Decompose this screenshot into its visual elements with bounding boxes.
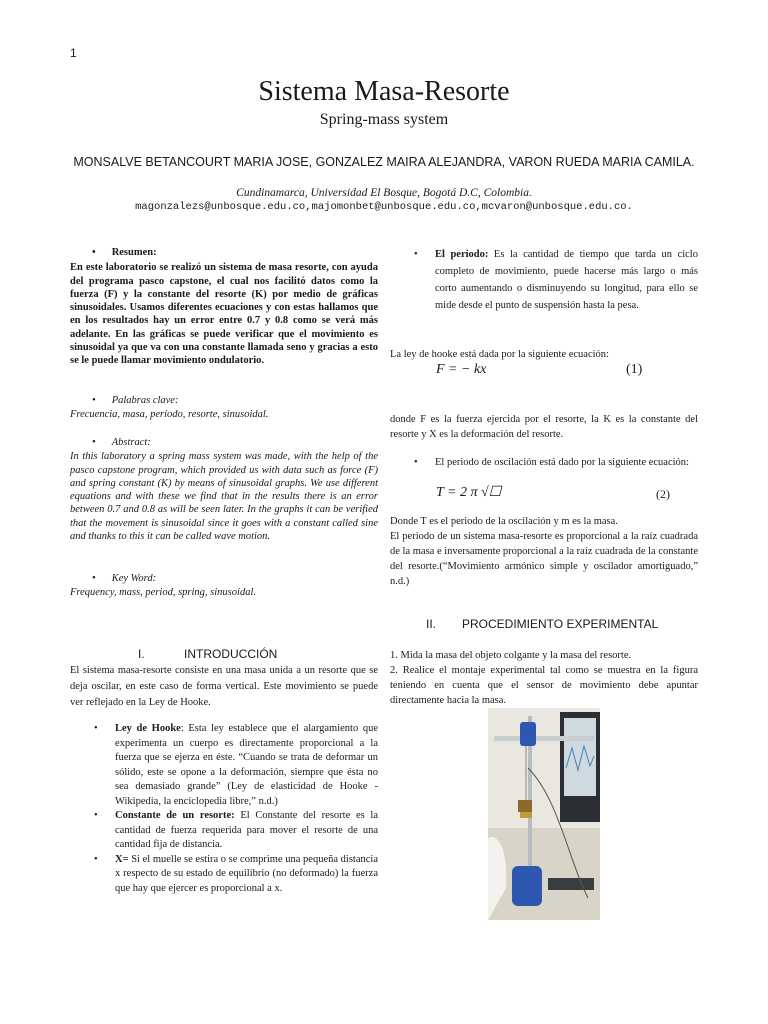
affiliation: Cundinamarca, Universidad El Bosque, Bogotá D.C, Colombia. [236,187,532,199]
osc-item [390,456,698,471]
x-term: X= [115,853,129,865]
periodo-text: Es la cantidad de tiempo que tarda un ciclo completo de movimiento, puede hacerse más largo o más corto aumentando o disminuyendo su longitud, para ello se mide desde el punto de suspensión hasta la pesa. [435,249,698,311]
abstract-text: In this laboratory a spring mass system was made, with the help of the pasco capstone program, which provided us with data such as force (F) and spring constant (K) by means of sinusoidal graphs. We use different equations and with these we find that in the results there is an error between 0.7 and 0.8 as will be seen later. In the graphs it can be verified that the movement is sinusoidal since it goes with a constant called sine and thanks to this it can be called wave motion. [70,451,378,543]
list-item-x: • X= Si el muelle se estira o se comprime una pequeña distancia x respecto de su estado de equilibrio (no deformado) la fuerza que hay que ejercer es proporcional a x. [94,853,378,894]
sensor-top [520,722,536,746]
paper-title: Sistema Masa-Resorte [258,76,510,107]
keyword-section [70,572,378,600]
osc-intro: El periodo de oscilación está dado por la siguiente ecuación: [435,457,689,468]
constante-text: El Constante del resorte es la cantidad de fuerza requerida para mover el resorte de una cantidad fija de distancia. [115,810,378,850]
resumen-heading: • Resumen: [70,246,378,259]
list-item-constante: • Constante de un resorte: El Constante del resorte es la cantidad de fuerza requerida para mover el resorte de una cantidad fija de distancia. [94,810,378,850]
intro-number: I. [138,647,145,661]
authors: MONSALVE BETANCOURT MARIA JOSE, GONZALEZ MAIRA ALEJANDRA, VARON RUEDA MARIA CAMILA. [73,155,695,169]
periodo-item [390,246,698,314]
proc-heading: PROCEDIMIENTO EXPERIMENTAL [462,617,659,631]
hooke-explain: donde F es la fuerza ejercida por el resorte, la K es la constante del resorte y X es la deformación del resorte. [390,414,698,440]
resumen-section [70,246,378,368]
constante-term: Constante de un resorte: [115,810,235,821]
list-item-oscilacion: • El periodo de oscilación está dado por la siguiente ecuación: [414,457,689,468]
intro-list [70,722,378,896]
equation-1: F = − kx [436,362,487,377]
paper-subtitle: Spring-mass system [319,111,449,128]
emails: magonzalezs@unbosque.edu.co,majomonbet@unbosque.edu.co,mcvaron@unbosque.edu.co. [135,201,633,213]
osc-explain: Donde T es el periodo de la oscilación y m es la masa. [390,516,618,527]
hooke-intro: La ley de hooke está dada por la siguiente ecuación: [390,349,609,360]
x-text: Si el muelle se estira o se comprime una pequeña distancia x respecto de su estado de equilibrio (no deformado) la fuerza que hay que ejercer es proporcional a x. [115,853,378,894]
osc-text: El periodo de un sistema masa-resorte es proporcional a la raíz cuadrada de la masa e inversamente proporcional a la raíz cuadrada de la constante del resorte.(“Movimiento armónico simple y oscilador amortiguado,” n.d.) [390,531,698,587]
resumen-text: En este laboratorio se realizó un sistema de masa resorte, con ayuda del programa pasco capstone, el cual nos facilitó datos como la fuerza (F) y la constante del resorte (K) por medio de gráficas sinusoidales. Usamos diferentes ecuaciones y con estas hallamos que en los resultados hay un error entre 0.7 y 0.8 como se verá más adelante. En las gráficas se puede verificar que el movimiento es sinusoidal ya que va con una constante llamada seno y gracias a esto se le puede llamar movimiento ondulatorio. [70,262,378,367]
list-item-hooke: • Ley de Hooke: Esta ley establece que el alargamiento que experimenta un cuerpo es directamente proporcional a la fuerza que se ejerza en éste. “Cuando se trata de deformar un sólido, este se opone a la deformación, siempre que ésta no sea demasiado grande” (Ley de elasticidad de Hooke - Wikipedia, la enciclopedia libre,” n.d.) [94,723,378,807]
proc-step-2: 2. Realice el montaje experimental tal como se muestra en la figura teniendo en cuenta que el sensor de movimiento debe apuntar directamente hacia la masa. [390,665,698,706]
palabras-clave-text: Frecuencia, masa, periodo, resorte, sinusoidal. [70,409,269,421]
intro-heading: INTRODUCCIÓN [184,647,278,661]
proc-number: II. [426,617,437,631]
hooke-term: Ley de Hooke [115,723,181,734]
setup-photo-svg [488,708,600,920]
hooke-text: : Esta ley establece que el alargamiento que experimenta un cuerpo es directamente proporcional a la fuerza que se ejerza en éste. “Cuando se trata de deformar un sólido, este se opone a la deformación, siempre que ésta no sea demasiado grande” (Ley de elasticidad de Hooke - Wikipedia, la enciclopedia libre,” n.d.) [115,723,378,807]
equation-2-number: (2) [656,487,670,501]
palabras-clave-heading: • Palabras clave: [70,394,378,407]
palabras-clave-section [70,394,378,422]
sensor-bottom [512,866,542,906]
stand-bar [494,736,594,741]
equation-1-number: (1) [626,362,643,377]
keyword-heading: • Key Word: [70,572,378,585]
periodo-term: El periodo: [435,249,489,260]
page-number: 1 [70,46,77,60]
keyword-text: Frequency, mass, period, spring, sinusoidal. [70,587,256,599]
abstract-heading: • Abstract: [70,436,378,449]
setup-photo [488,708,600,920]
equation-2: T = 2 π √☐ [436,485,502,500]
abstract-section [70,436,378,543]
list-item-periodo: • El periodo: Es la cantidad de tiempo que tarda un ciclo completo de movimiento, puede hacerse más largo o más corto aumentando o disminuyendo su longitud, para ello se mide desde el punto de suspensión hasta la pesa. [414,249,698,311]
intro-text: El sistema masa-resorte consiste en una masa unida a un resorte que se deja oscilar, en este caso de forma vertical. Este movimiento se puede ver reflejado en la Ley de Hooke. [70,665,378,708]
proc-step-1: 1. Mida la masa del objeto colgante y la masa del resorte. [390,650,632,661]
mass-block [518,800,532,812]
